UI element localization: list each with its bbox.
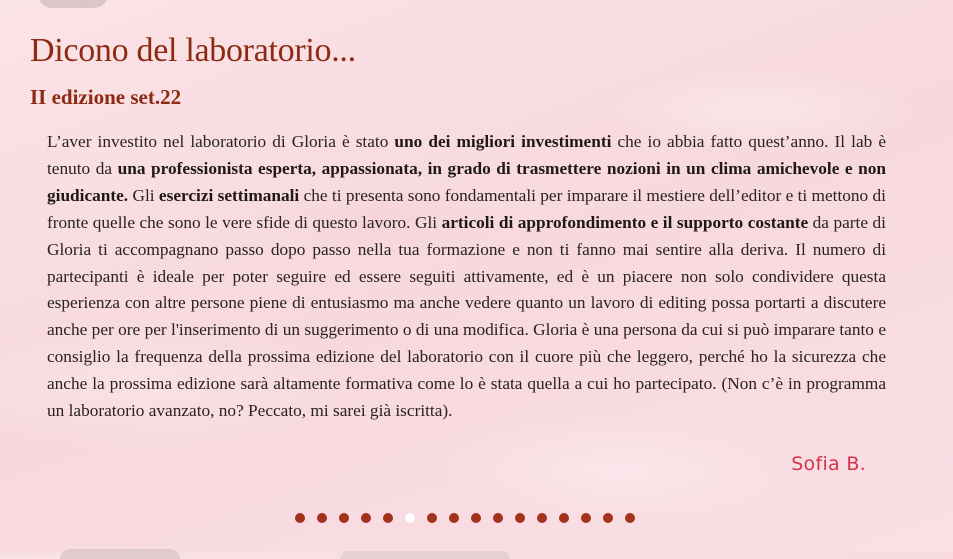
testimonial-segment: Gli: [128, 185, 159, 205]
testimonial-text: [47, 129, 886, 425]
carousel-dot[interactable]: [317, 513, 327, 523]
decorative-image-bottom-left: [60, 549, 180, 559]
carousel-dot[interactable]: [449, 513, 459, 523]
carousel-dot[interactable]: [361, 513, 371, 523]
testimonial-segment: da parte di Gloria ti accompagnano passo dopo passo nella tua formazione e non ti fanno mai sentire alla deriva. Il numero di partecipanti è ideale per poter seguire ed essere seguiti attivamente, ed è un piacere non solo condividere questa esperienza con altre persone piene di entusiasmo ma anche vedere quanto un lavoro di editing possa portarti a discutere anche per ore per l'inserimento di un suggerimento o di una modifica. Gloria è una persona da cui si può imparare tanto e consiglio la frequenza della prossima edizione del laboratorio con il cuore più che leggero, perché ho la sicurezza che anche la prossima edizione sarà altamente formativa come lo è stata quella a cui ho partecipato. (Non c’è in programma un laboratorio avanzato, no? Peccato, mi sarei già iscritta).: [47, 212, 886, 421]
carousel-dot[interactable]: [559, 513, 569, 523]
decorative-image-top: [38, 0, 108, 8]
carousel-dot[interactable]: [537, 513, 547, 523]
carousel-dot[interactable]: [603, 513, 613, 523]
testimonial-highlight: uno dei migliori investimenti: [394, 132, 612, 151]
testimonial-segment: che io abbia fatto quest’anno. Il lab è tenuto da: [47, 132, 886, 178]
section-subtitle: II edizione set.22: [30, 85, 182, 109]
testimonial-highlight: articoli di approfondimento e il supporto costante: [441, 212, 809, 232]
carousel-dot[interactable]: [625, 513, 635, 523]
decorative-image-bottom-center: [340, 551, 510, 559]
carousel-dot[interactable]: [383, 513, 393, 523]
carousel-dot[interactable]: [339, 513, 349, 523]
carousel-dot[interactable]: [295, 513, 305, 523]
testimonial-highlight: esercizi settimanali: [158, 185, 300, 205]
testimonial-segment: che ti presenta sono fondamentali per imparare il mestiere dell’editor e ti mettono di fronte quelle che sono le vere sfide di questo lavoro. Gli: [47, 185, 886, 232]
carousel-dot-active[interactable]: [405, 513, 415, 523]
carousel-dot[interactable]: [493, 513, 503, 523]
carousel-dot[interactable]: [581, 513, 591, 523]
carousel-pagination: [295, 513, 635, 523]
carousel-dot[interactable]: [427, 513, 437, 523]
carousel-dot[interactable]: [515, 513, 525, 523]
section-title: Dicono del laboratorio...: [30, 32, 356, 69]
carousel-dot[interactable]: [471, 513, 481, 523]
testimonial-author: Sofia B.: [791, 453, 866, 475]
testimonial-segment: L’aver investito nel laboratorio di Gloria è stato: [47, 132, 395, 151]
testimonial-highlight: una professionista esperta, appassionata, in grado di trasmettere nozioni in un clima amichevole e non giudicante.: [47, 158, 886, 205]
